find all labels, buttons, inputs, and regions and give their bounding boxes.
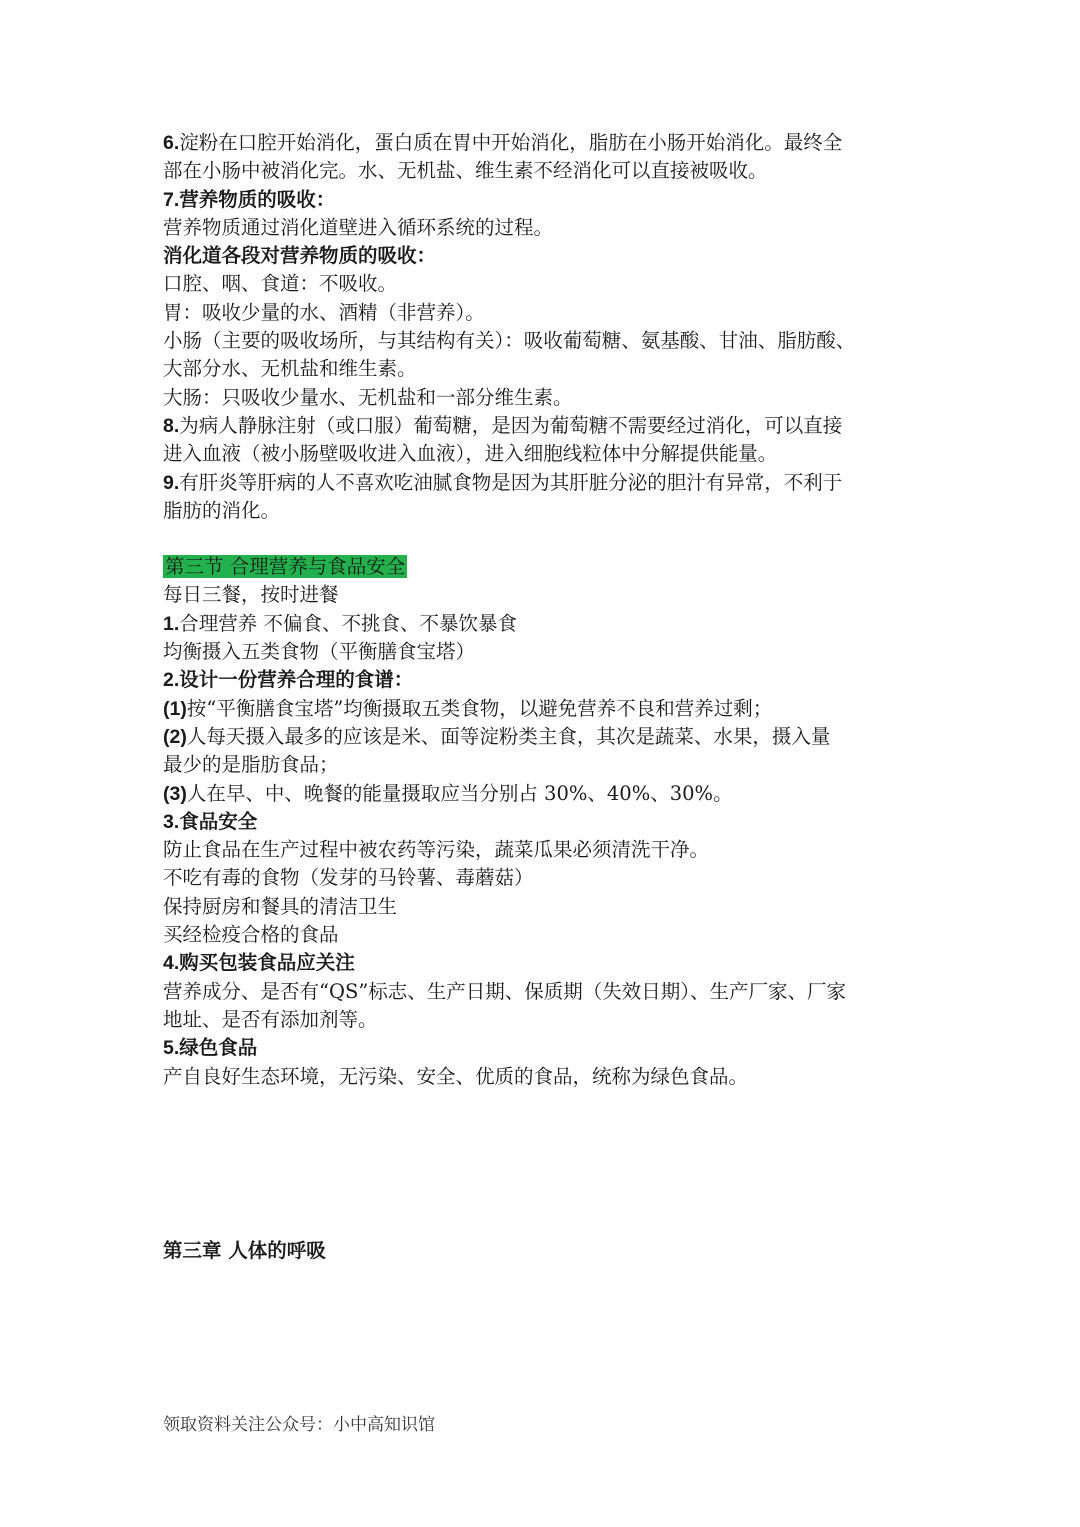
point-9-line-1: 9.有肝炎等肝病的人不喜欢吃油腻食物是因为其肝脏分泌的胆汁有异常，不利于 [163, 470, 843, 494]
item-3-heading: 3.食品安全 [163, 809, 258, 833]
section-heading [163, 553, 933, 581]
packaged-food-line-1: 营养成分、是否有“QS”标志、生产日期、保质期（失效日期）、生产厂家、厂家 [163, 979, 847, 1003]
mouth-absorption: 口腔、咽、食道：不吸收。 [163, 272, 398, 296]
meals-line: 每日三餐，按时进餐 [163, 583, 339, 607]
item-5-heading: 5.绿色食品 [163, 1036, 258, 1060]
point-8-line-2: 进入血液（被小肠壁吸收进入血液），进入细胞线粒体中分解提供能量。 [163, 442, 778, 466]
point-8-line-1: 8.为病人静脉注射（或口服）葡萄糖，是因为葡萄糖不需要经过消化，可以直接 [163, 413, 843, 437]
point-7-heading: 7.营养物质的吸收： [163, 187, 336, 211]
item-1-heading: 1.合理营养 不偏食、不挑食、不暴饮暴食 [163, 611, 517, 635]
footer-text: 领取资料关注公众号：小中高知识馆 [163, 1415, 435, 1435]
item-2-sub-1: (1)按“平衡膳食宝塔”均衡摄取五类食物，以避免营养不良和营养过剩； [163, 696, 773, 720]
absorption-by-segment-heading: 消化道各段对营养物质的吸收： [163, 244, 437, 268]
large-intestine-absorption: 大肠：只吸收少量水、无机盐和一部分维生素。 [163, 385, 573, 409]
food-safety-c: 保持厨房和餐具的清洁卫生 [163, 894, 398, 918]
stomach-absorption: 胃：吸收少量的水、酒精（非营养）。 [163, 300, 485, 324]
green-food-desc: 产自良好生态环境，无污染、安全、优质的食品，统称为绿色食品。 [163, 1064, 749, 1088]
small-intestine-line-2: 大部分水、无机盐和维生素。 [163, 357, 417, 381]
item-2-heading: 2.设计一份营养合理的食谱： [163, 668, 414, 692]
point-6-line-2: 部在小肠中被消化完。水、无机盐、维生素不经消化可以直接被吸收。 [163, 159, 768, 183]
point-6-line-1: 6.淀粉在口腔开始消化，蛋白质在胃中开始消化，脂肪在小肠开始消化。最终全 [163, 131, 843, 154]
food-safety-a: 防止食品在生产过程中被农药等污染，蔬菜瓜果必须清洗干净。 [163, 838, 710, 862]
packaged-food-line-2: 地址、是否有添加剂等。 [163, 1007, 378, 1031]
chapter-title: 第三章 人体的呼吸 [163, 1239, 326, 1262]
item-4-heading: 4.购买包装食品应关注 [163, 951, 355, 975]
small-intestine-line-1: 小肠（主要的吸收场所，与其结构有关）：吸收葡萄糖、氨基酸、甘油、脂肪酸、 [163, 329, 856, 353]
item-2-sub-3: (3)人在早、中、晚餐的能量摄取应当分别占 30%、40%、30%。 [163, 781, 733, 805]
item-2-sub-2-line-2: 最少的是脂肪食品； [163, 753, 339, 777]
blank-line [163, 525, 933, 553]
section-highlight: 第三节 合理营养与食品安全 [165, 555, 406, 579]
item-1-desc: 均衡摄入五类食物（平衡膳食宝塔） [163, 640, 476, 664]
item-2-sub-2-line-1: (2)人每天摄入最多的应该是米、面等淀粉类主食，其次是蔬菜、水果，摄入量 [163, 724, 831, 748]
food-safety-d: 买经检疫合格的食品 [163, 923, 339, 947]
absorption-definition: 营养物质通过消化道壁进入循环系统的过程。 [163, 215, 554, 239]
point-9-line-2: 脂肪的消化。 [163, 498, 281, 522]
document-body [163, 129, 933, 1091]
food-safety-b: 不吃有毒的食物（发芽的马铃薯、毒蘑菇） [163, 866, 534, 890]
